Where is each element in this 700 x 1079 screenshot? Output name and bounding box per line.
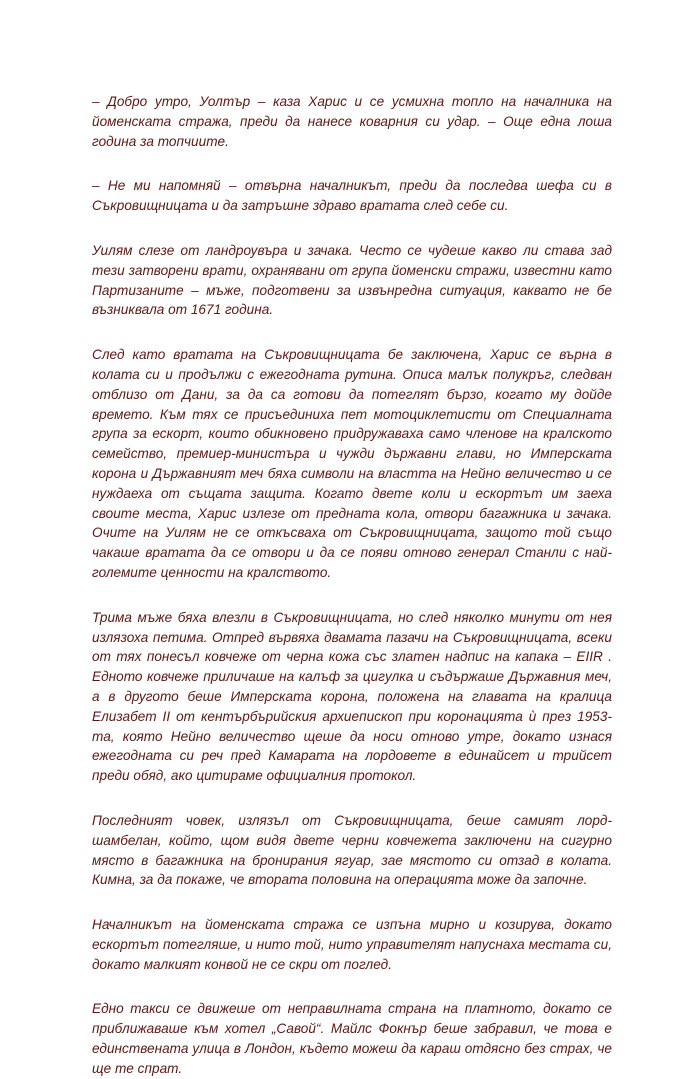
paragraph-6: Последният човек, излязъл от Съкровищницата, беше самият лорд-шамбелан, който, щом видя двете черни ковчежета заключени на сигурно място в багажника на бронирания ягуар, зае мястото си отзад в колата. Кимна, за да покаже, че втората половина на операцията може да започне. [92,812,612,888]
paragraph-3: Уилям слезе от ландроувъра и зачака. Често се чудеше какво ли става зад тези затворени врати, охранявани от група йоменски стражи, известни като Партизаните – мъже, подготвени за извънредна ситуация, каквато не бе възниквала от 1671 година. [92,242,612,318]
paragraph-7: Началникът на йоменската стража се изпъна мирно и козирува, докато ескортът потегляше, и нито той, нито управителят напуснаха местата си, докато малкият конвой не се скри от поглед. [92,917,612,972]
paragraph-8: Едно такси се движеше от неправилната страна на платното, докато се приближаваше към хотел „Савой“. Майлс Фокнър беше забравил, че това е единствената улица в Лондон, където можеш да караш отдясно без страх, че ще те спрат. [92,1001,612,1076]
paragraph-1: – Добро утро, Уолтър – каза Харис и се усмихна топло на началника на йоменската стража, преди да нанесе коварния си удар. – Още една лоша година за топчиите. [92,94,612,149]
paragraph-5: Трима мъже бяха влезли в Съкровищницата, но след няколко минути от нея излязоха петима. Отпред вървяха двамата пазачи на Съкровищницата, всеки от тях понесъл ковчеже от черна кожа със златен надпис на капака – EIIR . Едното ковчеже приличаше на калъф за цигулка и съдържаше Държавния меч, а в другото беше Имперската корона, положена на главата на кралица Елизабет II от кентърбърийския архиепископ при коронацията ѝ през 1953-та, която Нейно величество щеше да носи отново утре, докато изнася ежегодната си реч пред Камарата на лордовете в единайсет и трийсет преди обяд, ако цитираме официалния протокол. [92,609,612,784]
paragraph-2: – Не ми напомняй – отвърна началникът, преди да последва шефа си в Съкровищницата и да затръшне здраво вратата след себе си. [92,178,612,214]
paragraph-4: След като вратата на Съкровищницата бе заключена, Харис се върна в колата си и продължи с ежегодната рутина. Описа малък полукръг, следван отблизо от Дани, за да са готови да потеглят бързо, когато му дойде времето. Към тях се присъединиха пет мотоциклетисти от Специалната група за ескорт, които обикновено придружаваха само членове на кралското семейство, премиер-министъра и чужди държавни глави, но Имперската корона и Държавният меч бяха символи на властта на Нейно величество и се нуждаеха от същата защита. Когато двете коли и ескортът им заеха своите места, Харис излезе от предната кола, отвори багажника и зачака. Очите на Уилям не се откъсваха от Съкровищницата, защото той също чакаше вратата да се отвори и да се появи отново генерал Станли с най-големите ценности на кралството. [92,347,612,580]
